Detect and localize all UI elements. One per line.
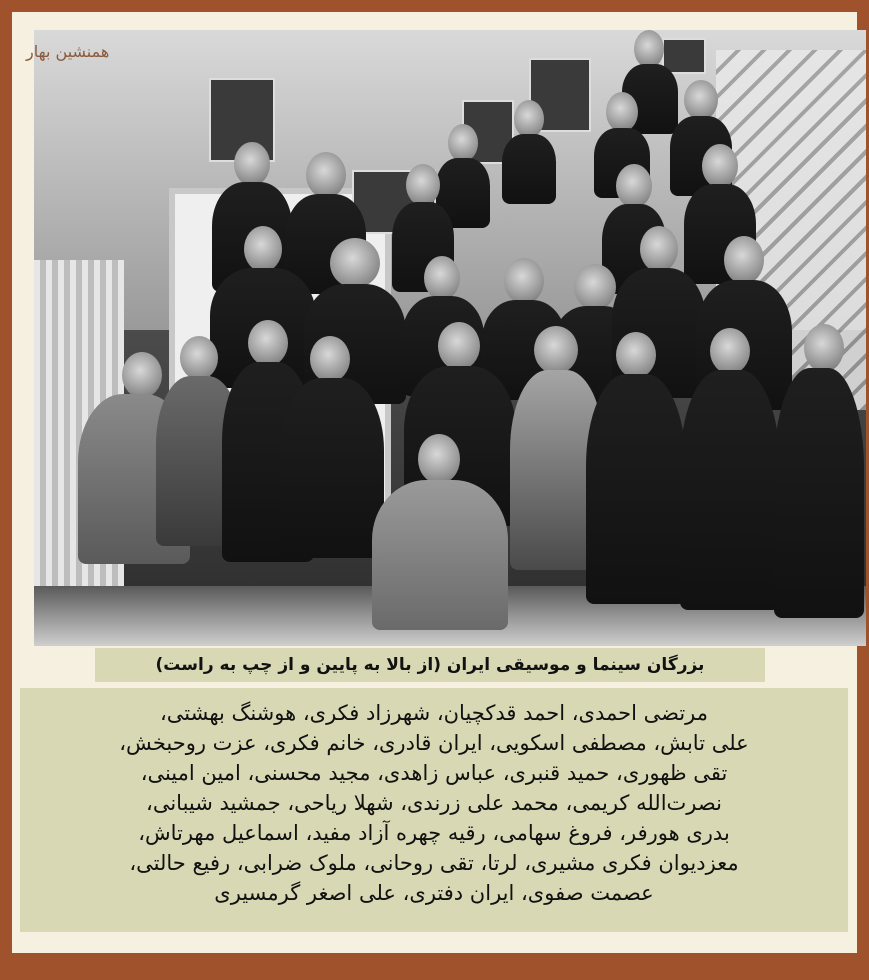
caption-line: عصمت صفوی، ایران دفتری، علی اصغر گرمسیری bbox=[214, 881, 654, 905]
caption-line: بدری هورفر، فروغ سهامی، رقیه چهره آزاد مفید، اسماعیل مهرتاش، bbox=[138, 821, 730, 845]
brand-watermark: همنشین بهار bbox=[26, 42, 110, 61]
caption-line: نصرت‌الله کریمی، محمد علی زرندی، شهلا ریاحی، جمشید شیبانی، bbox=[146, 791, 722, 815]
caption-line: تقی ظهوری، حمید قنبری، عباس زاهدی، مجید محسنی، امین امینی، bbox=[140, 761, 728, 785]
caption-line: معزدیوان فکری مشیری، لرتا، تقی روحانی، ملوک ضرابی، رفیع حالتی، bbox=[129, 851, 739, 875]
group-photo bbox=[34, 30, 866, 646]
caption-line: علی تابش، مصطفی اسکویی، ایران قادری، خانم فکری، عزت روحبخش، bbox=[119, 731, 749, 755]
caption-names bbox=[20, 688, 848, 932]
caption-line: مرتضی احمدی، احمد قدکچیان، شهرزاد فکری، هوشنگ بهشتی، bbox=[160, 701, 708, 725]
caption-title: بزرگان سینما و موسیقی ایران (از بالا به پایین و از چپ به راست) bbox=[95, 648, 765, 682]
